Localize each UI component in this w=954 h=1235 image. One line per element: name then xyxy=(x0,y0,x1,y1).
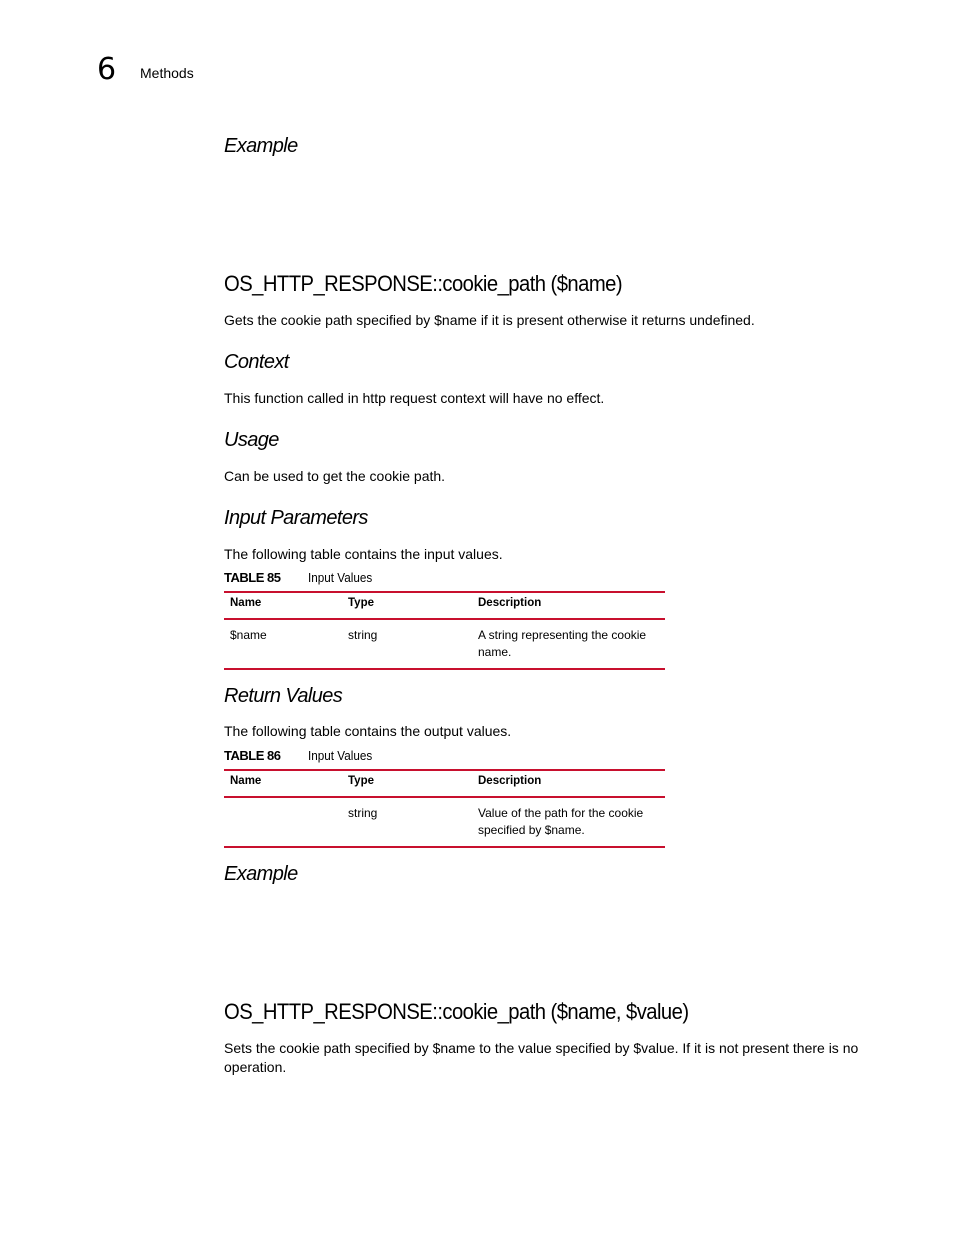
chapter-name: Methods xyxy=(140,65,194,81)
column-header: Name xyxy=(224,770,342,797)
context-heading: Context xyxy=(224,351,289,373)
table-title: Input Values xyxy=(308,570,373,585)
column-header: Description xyxy=(472,592,665,619)
table-number: TABLE 86 xyxy=(224,748,281,763)
example-heading: Example xyxy=(224,863,298,885)
usage-text: Can be used to get the cookie path. xyxy=(224,468,446,484)
column-header: Description xyxy=(472,770,665,797)
output-values-table xyxy=(224,769,665,848)
method-description: Gets the cookie path specified by $name if it is present otherwise it returns undefined. xyxy=(224,312,755,328)
input-values-table xyxy=(224,591,665,670)
context-text: This function called in http request context will have no effect. xyxy=(224,390,605,406)
input-parameters-text: The following table contains the input values. xyxy=(224,546,503,562)
method-description: Sets the cookie path specified by $name to the value specified by $value. If it is not present there is no operation. xyxy=(224,1040,859,1075)
return-values-text: The following table contains the output values. xyxy=(224,723,512,739)
table-cell: A string representing the cookie name. xyxy=(472,619,665,669)
table-cell xyxy=(224,797,342,847)
table-caption xyxy=(224,569,379,587)
column-header: Type xyxy=(342,770,472,797)
table-caption xyxy=(224,747,379,765)
table-title: Input Values xyxy=(308,748,373,763)
table-cell: Value of the path for the cookie specified by $name. xyxy=(472,797,665,847)
column-header: Type xyxy=(342,592,472,619)
table-row xyxy=(224,619,665,669)
usage-heading: Usage xyxy=(224,429,279,451)
table-cell: $name xyxy=(224,619,342,669)
column-header: Name xyxy=(224,592,342,619)
table-header-row xyxy=(224,770,665,797)
table-row xyxy=(224,797,665,847)
table-cell: string xyxy=(342,797,472,847)
table-number: TABLE 85 xyxy=(224,570,281,585)
chapter-number: 6 xyxy=(97,52,117,87)
method-heading: OS_HTTP_RESPONSE::cookie_path ($name, $value) xyxy=(224,999,689,1024)
table-header-row xyxy=(224,592,665,619)
return-values-heading: Return Values xyxy=(224,685,343,707)
method-heading: OS_HTTP_RESPONSE::cookie_path ($name) xyxy=(224,271,623,296)
example-heading: Example xyxy=(224,135,298,157)
table-cell: string xyxy=(342,619,472,669)
input-parameters-heading: Input Parameters xyxy=(224,507,368,529)
